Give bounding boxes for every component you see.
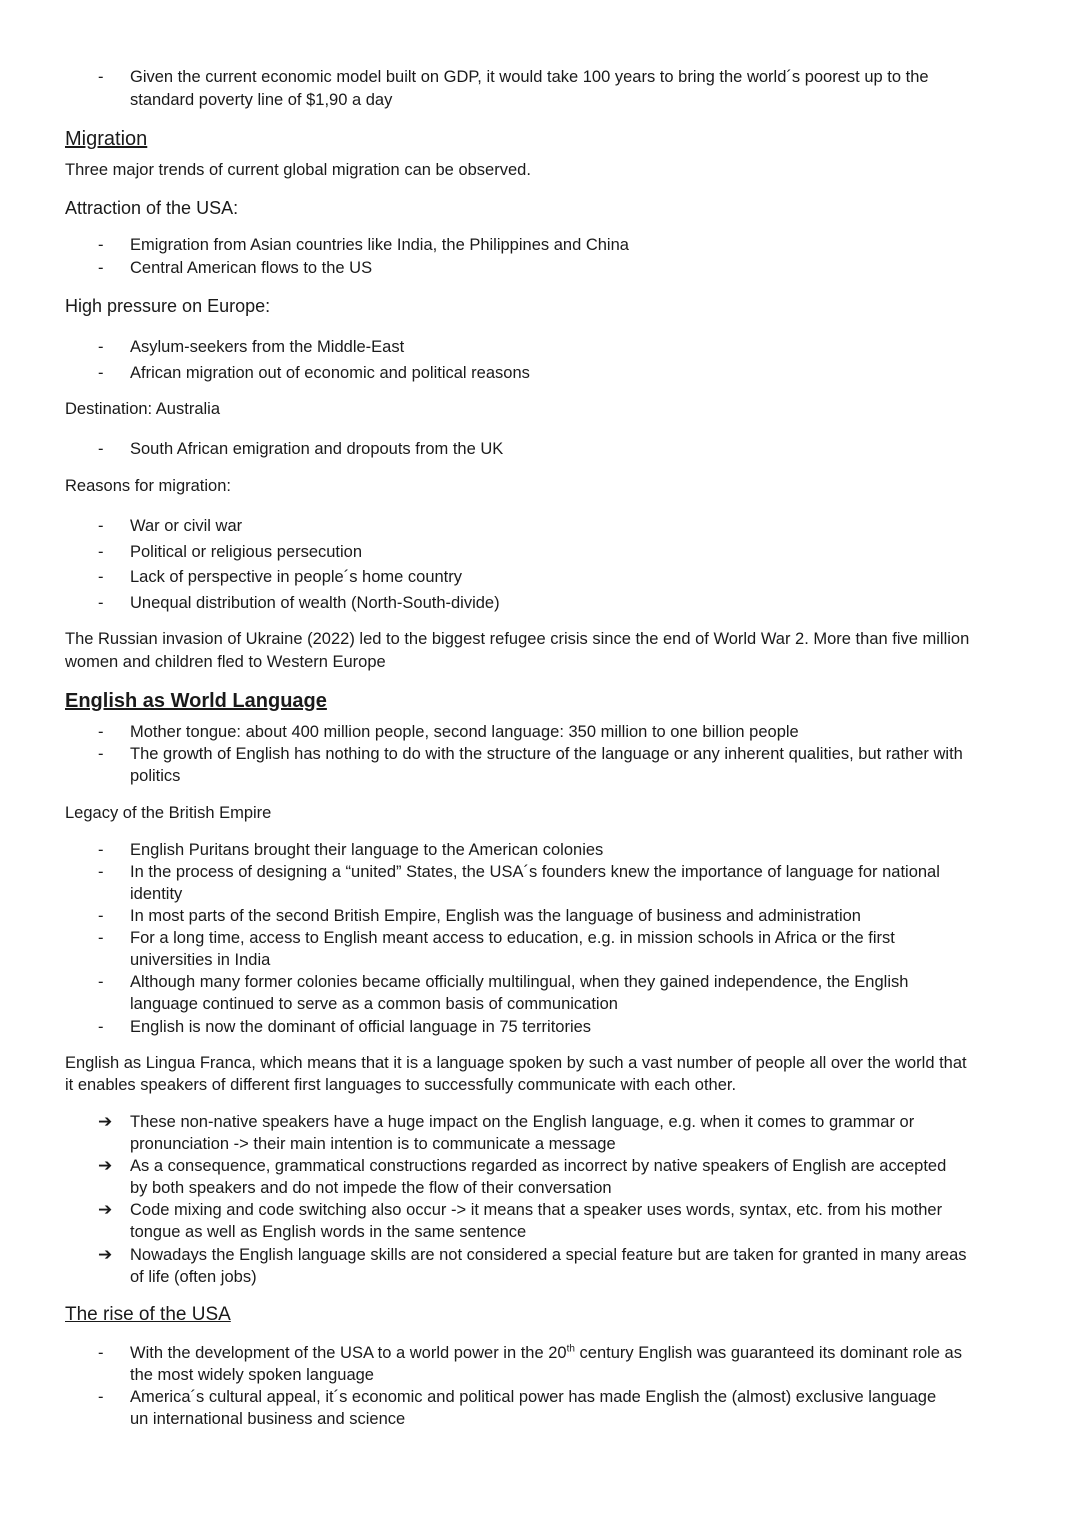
list-item: The growth of English has nothing to do with the structure of the language or any inherent qualities, but rather with [130,745,963,763]
list-item: These non-native speakers have a huge impact on the English language, e.g. when it comes to grammar or [130,1113,915,1131]
bullet-dash: - [98,1018,104,1036]
list-item: As a consequence, grammatical constructions regarded as incorrect by native speakers of English are accepted [130,1157,947,1175]
text-line: by both speakers and do not impede the flow of their conversation [130,1179,612,1197]
list-item: In the process of designing a “united” States, the USA´s founders knew the importance of language for national [130,863,940,881]
bullet-dash: - [98,723,104,741]
bullet-dash: - [98,1388,104,1406]
list-item [130,1344,962,1363]
bullet-dash: - [98,841,104,859]
list-item: English Puritans brought their language to the American colonies [130,841,604,859]
list-item: Mother tongue: about 400 million people, second language: 350 million to one billion people [130,723,799,741]
text-run: With the development of the USA to a world power in the 20 [130,1344,567,1362]
bullet-dash: - [98,863,104,881]
section-heading-english: English as World Language [65,690,327,712]
bullet-dash: - [98,568,104,586]
list-item: African migration out of economic and political reasons [130,364,530,382]
list-item: America´s cultural appeal, it´s economic and political power has made English the (almost) exclusive language [130,1388,937,1406]
superscript: th [566,1343,575,1355]
text-line: the most widely spoken language [130,1366,374,1384]
list-item: War or civil war [130,517,243,535]
list-item: Code mixing and code switching also occur -> it means that a speaker uses words, syntax, etc. from his mother [130,1201,943,1219]
section-heading-migration: Migration [65,128,148,150]
text-line: Three major trends of current global migration can be observed. [65,161,531,179]
subheading-usa: Attraction of the USA: [65,198,239,218]
bullet-dash: - [98,929,104,947]
bullet-dash: - [98,338,104,356]
text-line: standard poverty line of $1,90 a day [130,91,393,109]
list-item: Lack of perspective in people´s home country [130,568,463,586]
arrow-right-icon: ➔ [98,1245,113,1264]
text-line: Given the current economic model built on GDP, it would take 100 years to bring the world´s poorest up to the [130,68,929,86]
subheading-australia: Destination: Australia [65,400,221,418]
section-heading-rise-usa: The rise of the USA [65,1304,231,1325]
bullet-dash: - [98,68,104,86]
text-line: universities in India [130,951,271,969]
bullet-dash: - [98,594,104,612]
list-item: Although many former colonies became officially multilingual, when they gained independence, the English [130,973,909,991]
arrow-right-icon: ➔ [98,1156,113,1175]
list-item: Political or religious persecution [130,543,363,561]
bullet-dash: - [98,973,104,991]
bullet-dash: - [98,440,104,458]
text-line: identity [130,885,183,903]
list-item: English is now the dominant of official language in 75 territories [130,1018,592,1036]
list-item: Emigration from Asian countries like India, the Philippines and China [130,236,629,254]
text-line: women and children fled to Western Europe [65,653,386,671]
text-line: politics [130,767,181,785]
text-line: un international business and science [130,1410,406,1428]
bullet-dash: - [98,907,104,925]
bullet-dash: - [98,236,104,254]
text-line: tongue as well as English words in the same sentence [130,1223,527,1241]
list-item: In most parts of the second British Empire, English was the language of business and administration [130,907,861,925]
list-item: For a long time, access to English meant access to education, e.g. in mission schools in Africa or the first [130,929,895,947]
bullet-dash: - [98,1344,104,1362]
arrow-right-icon: ➔ [98,1200,113,1219]
text-line: English as Lingua Franca, which means that it is a language spoken by such a vast number of people all over the world that [65,1054,967,1072]
bullet-dash: - [98,259,104,277]
list-item: Central American flows to the US [130,259,373,277]
text-line: language continued to serve as a common basis of communication [130,995,618,1013]
text-line: it enables speakers of different first languages to successfully communicate with each other. [65,1076,737,1094]
subheading-empire: Legacy of the British Empire [65,804,272,822]
text-line: pronunciation -> their main intention is to communicate a message [130,1135,616,1153]
arrow-right-icon: ➔ [98,1112,113,1131]
text-line: of life (often jobs) [130,1268,257,1286]
text-line: The Russian invasion of Ukraine (2022) led to the biggest refugee crisis since the end of World War 2. More than five million [65,630,970,648]
bullet-dash: - [98,543,104,561]
subheading-reasons: Reasons for migration: [65,477,231,495]
list-item: South African emigration and dropouts from the UK [130,440,504,458]
subheading-europe: High pressure on Europe: [65,296,271,316]
text-run: century English was guaranteed its dominant role as [574,1344,962,1362]
list-item: Asylum-seekers from the Middle-East [130,338,405,356]
bullet-dash: - [98,364,104,382]
bullet-dash: - [98,517,104,535]
bullet-dash: - [98,745,104,763]
list-item: Unequal distribution of wealth (North-South-divide) [130,594,500,612]
list-item: Nowadays the English language skills are not considered a special feature but are taken for granted in many areas [130,1246,967,1264]
